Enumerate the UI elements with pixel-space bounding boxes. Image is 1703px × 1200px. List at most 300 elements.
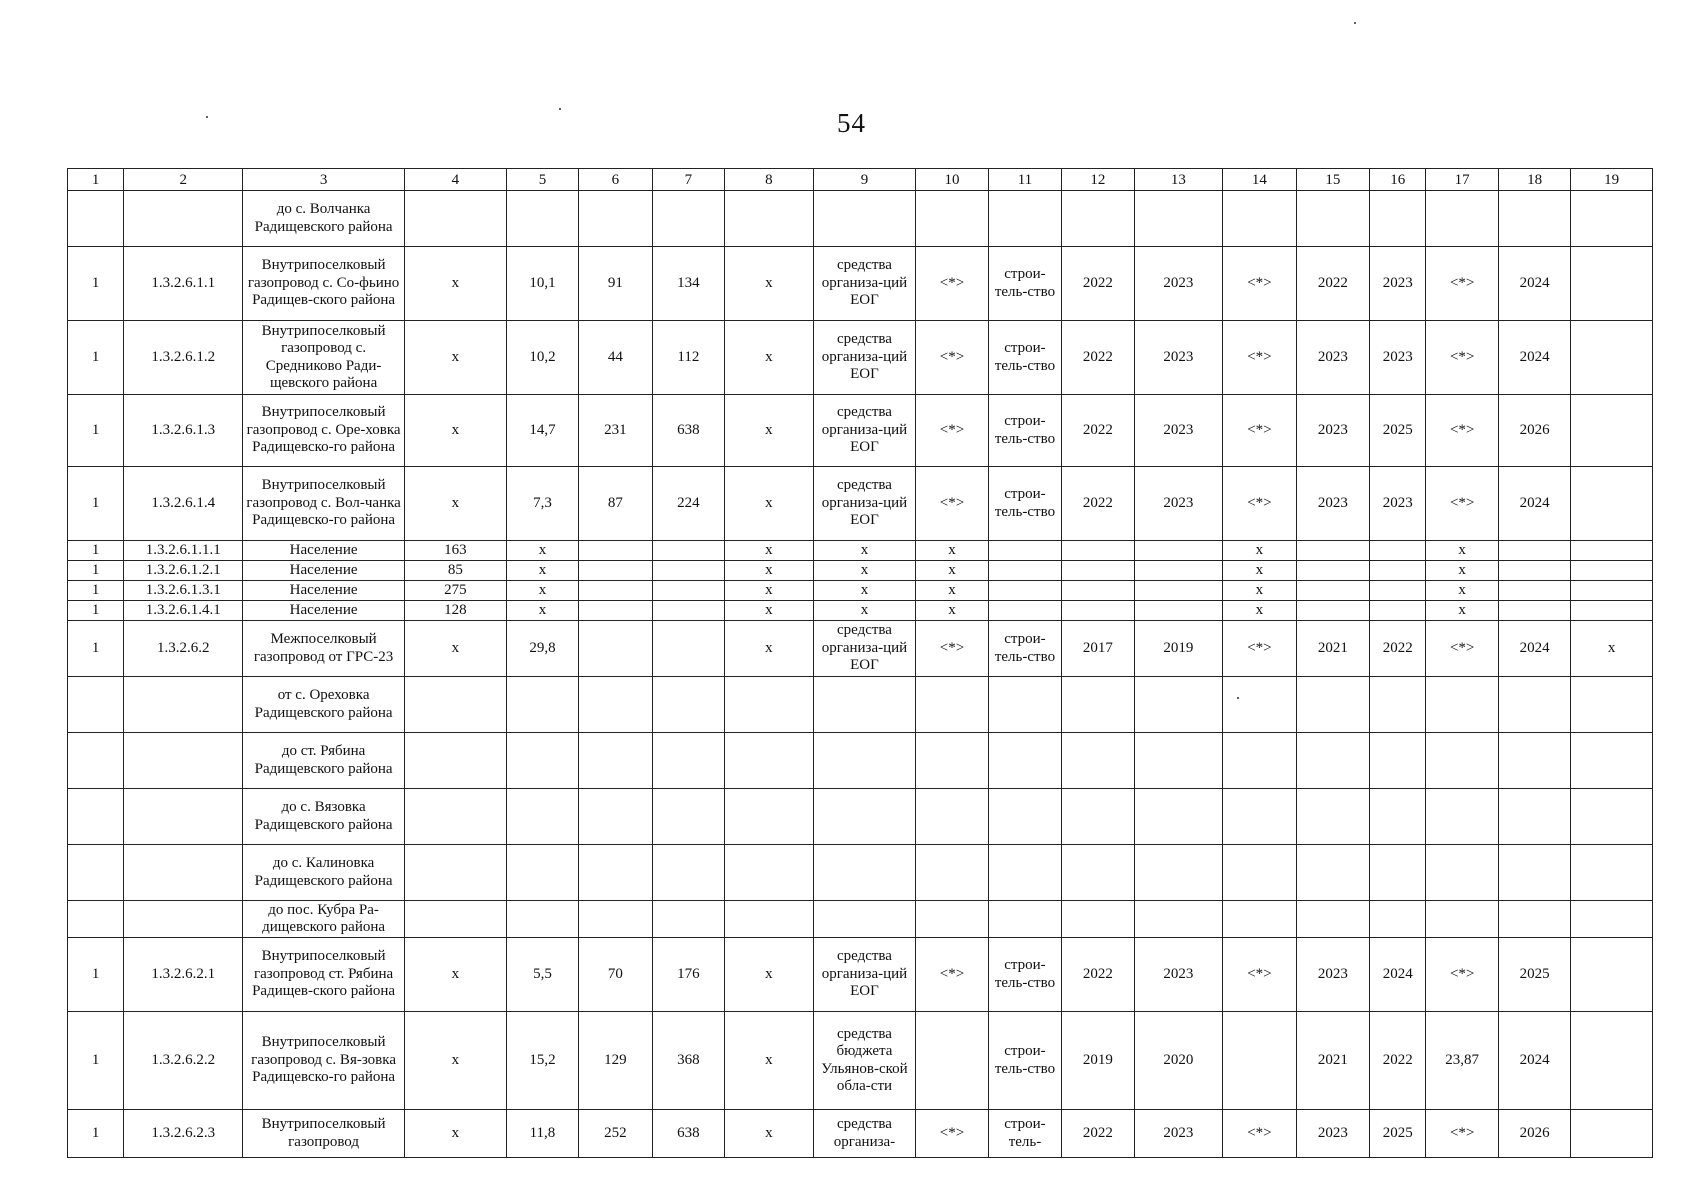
column-header: 2 xyxy=(124,169,243,191)
table-cell xyxy=(652,789,724,845)
table-cell xyxy=(1498,541,1570,561)
table-cell xyxy=(1370,581,1426,601)
table-cell xyxy=(652,621,724,677)
table-cell: строи-тель-ство xyxy=(988,1012,1061,1110)
table-cell: 2019 xyxy=(1062,1012,1134,1110)
column-header: 13 xyxy=(1134,169,1223,191)
table-cell xyxy=(1062,191,1134,247)
table-cell: <*> xyxy=(916,938,988,1012)
table-cell xyxy=(988,601,1061,621)
table-cell xyxy=(1223,789,1296,845)
table-cell: 10,1 xyxy=(506,247,578,321)
table-cell: <*> xyxy=(1426,321,1498,395)
table-row xyxy=(68,1012,1653,1110)
table-cell: 224 xyxy=(652,467,724,541)
table-cell: 638 xyxy=(652,395,724,467)
table-cell: 14,7 xyxy=(506,395,578,467)
table-cell: 1.3.2.6.2 xyxy=(124,621,243,677)
table-cell: x xyxy=(916,601,988,621)
table-cell: Население xyxy=(243,601,405,621)
table-cell xyxy=(1498,561,1570,581)
table-cell xyxy=(1296,561,1369,581)
table-cell: Внутрипоселковый газопровод с. Средниково Ради-щевского района xyxy=(243,321,405,395)
table-cell xyxy=(1370,541,1426,561)
table-cell: средства организа-ций ЕОГ xyxy=(813,395,916,467)
table-cell: 2026 xyxy=(1498,1110,1570,1158)
table-cell xyxy=(652,581,724,601)
table-cell: <*> xyxy=(916,395,988,467)
table-cell: x xyxy=(725,541,814,561)
table-cell: 87 xyxy=(579,467,652,541)
table-cell xyxy=(1370,561,1426,581)
table-cell: до пос. Кубра Ра-дищевского района xyxy=(243,901,405,938)
table-cell xyxy=(405,733,507,789)
table-cell xyxy=(579,191,652,247)
table-cell: Население xyxy=(243,561,405,581)
table-cell: x xyxy=(1426,581,1498,601)
table-cell xyxy=(124,733,243,789)
table-cell: 176 xyxy=(652,938,724,1012)
table-cell: строи-тель-ство xyxy=(988,938,1061,1012)
table-cell: 2024 xyxy=(1498,621,1570,677)
table-cell xyxy=(652,191,724,247)
table-cell xyxy=(1571,191,1653,247)
column-header: 10 xyxy=(916,169,988,191)
table-cell xyxy=(1062,733,1134,789)
table-cell: <*> xyxy=(1223,247,1296,321)
header-row xyxy=(68,169,1653,191)
table-cell: строи-тель- xyxy=(988,1110,1061,1158)
table-cell: 1 xyxy=(68,581,124,601)
table-cell xyxy=(1370,845,1426,901)
table-cell: x xyxy=(1571,621,1653,677)
column-header: 3 xyxy=(243,169,405,191)
table-row xyxy=(68,561,1653,581)
table-cell xyxy=(725,191,814,247)
table-cell xyxy=(1296,677,1369,733)
table-cell xyxy=(1062,845,1134,901)
table-cell: 2026 xyxy=(1498,395,1570,467)
table-cell xyxy=(652,677,724,733)
table-row xyxy=(68,581,1653,601)
table-cell: 368 xyxy=(652,1012,724,1110)
table-cell: 129 xyxy=(579,1012,652,1110)
table-row xyxy=(68,901,1653,938)
table-cell xyxy=(725,789,814,845)
table-cell xyxy=(988,789,1061,845)
table-cell xyxy=(1571,321,1653,395)
table-cell xyxy=(1134,901,1223,938)
table-cell: 1.3.2.6.1.3 xyxy=(124,395,243,467)
column-header: 6 xyxy=(579,169,652,191)
table-cell: 2024 xyxy=(1498,467,1570,541)
table-cell xyxy=(1498,845,1570,901)
table-cell xyxy=(1134,845,1223,901)
table-cell: 1 xyxy=(68,938,124,1012)
table-cell: x xyxy=(1426,601,1498,621)
table-cell: 1 xyxy=(68,601,124,621)
table-cell xyxy=(1498,733,1570,789)
table-cell xyxy=(1571,733,1653,789)
table-cell xyxy=(916,901,988,938)
table-cell: <*> xyxy=(916,247,988,321)
table-cell: 1.3.2.6.1.2 xyxy=(124,321,243,395)
table-cell xyxy=(1296,901,1369,938)
table-cell xyxy=(506,845,578,901)
table-cell: средства организа- xyxy=(813,1110,916,1158)
table-cell: 2022 xyxy=(1370,1012,1426,1110)
table-cell xyxy=(1571,677,1653,733)
table-cell: x xyxy=(813,541,916,561)
column-header: 16 xyxy=(1370,169,1426,191)
table-cell: 128 xyxy=(405,601,507,621)
table-cell xyxy=(1062,561,1134,581)
table-cell: <*> xyxy=(1223,321,1296,395)
table-cell: 2023 xyxy=(1134,938,1223,1012)
table-cell xyxy=(68,901,124,938)
table-cell xyxy=(124,191,243,247)
table-cell: 2024 xyxy=(1498,247,1570,321)
table-cell: 638 xyxy=(652,1110,724,1158)
table-cell xyxy=(579,677,652,733)
table-cell xyxy=(1370,733,1426,789)
table-cell: Внутрипоселковый газопровод с. Вол-чанка Радищевско-го района xyxy=(243,467,405,541)
table-cell: x xyxy=(1426,561,1498,581)
table-cell: 2025 xyxy=(1370,395,1426,467)
table-cell xyxy=(1062,789,1134,845)
table-cell: x xyxy=(725,561,814,581)
column-header: 17 xyxy=(1426,169,1498,191)
table-cell xyxy=(1426,191,1498,247)
table-cell xyxy=(1370,191,1426,247)
table-cell: x xyxy=(725,601,814,621)
table-cell: 2022 xyxy=(1062,395,1134,467)
table-row xyxy=(68,191,1653,247)
table-cell: 2019 xyxy=(1134,621,1223,677)
table-cell xyxy=(1571,467,1653,541)
table-cell xyxy=(579,561,652,581)
table-cell: 29,8 xyxy=(506,621,578,677)
table-cell xyxy=(988,677,1061,733)
table-cell xyxy=(1223,845,1296,901)
table-cell xyxy=(1134,789,1223,845)
table-cell xyxy=(988,191,1061,247)
table-cell xyxy=(1134,601,1223,621)
table-cell: 1.3.2.6.1.3.1 xyxy=(124,581,243,601)
table-cell xyxy=(1498,191,1570,247)
table-cell xyxy=(652,541,724,561)
table-cell: до с. Калиновка Радищевского района xyxy=(243,845,405,901)
table-cell: средства организа-ций ЕОГ xyxy=(813,467,916,541)
table-cell xyxy=(1296,733,1369,789)
table-cell: x xyxy=(506,561,578,581)
table-cell: Внутрипоселковый газопровод xyxy=(243,1110,405,1158)
table-cell: <*> xyxy=(1223,395,1296,467)
table-cell: 252 xyxy=(579,1110,652,1158)
table-cell xyxy=(506,677,578,733)
table-cell: 2021 xyxy=(1296,1012,1369,1110)
table-cell xyxy=(1062,541,1134,561)
table-cell: 1 xyxy=(68,621,124,677)
table-cell xyxy=(405,901,507,938)
table-cell: 275 xyxy=(405,581,507,601)
table-cell xyxy=(1571,247,1653,321)
table-cell xyxy=(652,901,724,938)
table-cell: x xyxy=(1426,541,1498,561)
table-cell xyxy=(1223,733,1296,789)
table-cell: x xyxy=(725,1012,814,1110)
table-cell xyxy=(916,1012,988,1110)
column-header: 11 xyxy=(988,169,1061,191)
column-header: 9 xyxy=(813,169,916,191)
table-cell xyxy=(1426,677,1498,733)
table-cell: x xyxy=(1223,581,1296,601)
table-cell xyxy=(579,845,652,901)
table-cell xyxy=(124,901,243,938)
table-row xyxy=(68,677,1653,733)
table-cell: <*> xyxy=(916,1110,988,1158)
table-cell xyxy=(1370,601,1426,621)
table-cell xyxy=(988,541,1061,561)
table-cell xyxy=(579,733,652,789)
table-cell xyxy=(813,845,916,901)
table-cell: 2023 xyxy=(1134,321,1223,395)
table-cell: 1.3.2.6.2.1 xyxy=(124,938,243,1012)
table-cell xyxy=(1426,733,1498,789)
table-cell: 2023 xyxy=(1370,467,1426,541)
table-cell xyxy=(813,191,916,247)
table-cell xyxy=(1223,191,1296,247)
table-cell xyxy=(1296,601,1369,621)
table-cell: 44 xyxy=(579,321,652,395)
table-cell xyxy=(1498,901,1570,938)
table-cell xyxy=(725,845,814,901)
table-cell: 2022 xyxy=(1062,321,1134,395)
table-cell xyxy=(579,901,652,938)
table-cell: 2023 xyxy=(1370,247,1426,321)
table-cell xyxy=(1296,541,1369,561)
table-cell: 231 xyxy=(579,395,652,467)
table-cell: 2024 xyxy=(1498,321,1570,395)
table-cell: x xyxy=(506,581,578,601)
table-cell: x xyxy=(405,321,507,395)
table-cell: 1 xyxy=(68,561,124,581)
table-cell: 2022 xyxy=(1062,1110,1134,1158)
table-cell: x xyxy=(916,581,988,601)
table-cell xyxy=(988,561,1061,581)
table-cell: 1 xyxy=(68,467,124,541)
column-header: 14 xyxy=(1223,169,1296,191)
table-cell: x xyxy=(405,938,507,1012)
table-cell: x xyxy=(405,395,507,467)
table-row xyxy=(68,845,1653,901)
table-cell: Внутрипоселковый газопровод с. Оре-ховка Радищевско-го района xyxy=(243,395,405,467)
table-cell xyxy=(1571,581,1653,601)
table-cell: 2022 xyxy=(1370,621,1426,677)
table-cell xyxy=(124,677,243,733)
table-row xyxy=(68,1110,1653,1158)
table-cell: Население xyxy=(243,541,405,561)
table-cell: <*> xyxy=(1426,1110,1498,1158)
table-row xyxy=(68,247,1653,321)
table-cell: до с. Волчанка Радищевского района xyxy=(243,191,405,247)
table-cell xyxy=(1134,677,1223,733)
table-cell xyxy=(1062,901,1134,938)
table-cell: средства организа-ций ЕОГ xyxy=(813,621,916,677)
table-cell: Межпоселковый газопровод от ГРС-23 xyxy=(243,621,405,677)
table-cell: 2023 xyxy=(1296,321,1369,395)
table-row xyxy=(68,789,1653,845)
column-header: 8 xyxy=(725,169,814,191)
table-cell xyxy=(1571,1110,1653,1158)
table-cell xyxy=(1223,1012,1296,1110)
scan-speck xyxy=(1354,22,1356,24)
table-cell: 1 xyxy=(68,1110,124,1158)
table-cell: 2023 xyxy=(1296,467,1369,541)
column-header: 7 xyxy=(652,169,724,191)
table-cell xyxy=(1062,581,1134,601)
table-cell xyxy=(652,601,724,621)
table-cell: 2022 xyxy=(1062,247,1134,321)
table-cell xyxy=(916,845,988,901)
table-cell xyxy=(1223,677,1296,733)
table-cell: <*> xyxy=(1426,621,1498,677)
table-cell xyxy=(1571,1012,1653,1110)
table-row xyxy=(68,733,1653,789)
table-cell: 2022 xyxy=(1296,247,1369,321)
table-cell xyxy=(1134,191,1223,247)
table-cell: средства бюджета Ульянов-ской обла-сти xyxy=(813,1012,916,1110)
table-cell xyxy=(579,581,652,601)
table-cell xyxy=(652,845,724,901)
table-cell xyxy=(1571,601,1653,621)
table-cell: 11,8 xyxy=(506,1110,578,1158)
table-cell xyxy=(506,789,578,845)
table-cell xyxy=(652,561,724,581)
table-cell: 2025 xyxy=(1498,938,1570,1012)
table-cell: <*> xyxy=(1426,247,1498,321)
table-cell: 15,2 xyxy=(506,1012,578,1110)
table-cell: 2022 xyxy=(1062,938,1134,1012)
table-cell: 2021 xyxy=(1296,621,1369,677)
table-cell: 85 xyxy=(405,561,507,581)
table-cell: 1 xyxy=(68,395,124,467)
table-cell xyxy=(405,789,507,845)
table-cell xyxy=(813,677,916,733)
table-cell: 2025 xyxy=(1370,1110,1426,1158)
table-cell: строи-тель-ство xyxy=(988,621,1061,677)
table-cell xyxy=(506,191,578,247)
table-cell: x xyxy=(1223,561,1296,581)
column-header: 5 xyxy=(506,169,578,191)
table-cell: <*> xyxy=(1426,938,1498,1012)
table-cell xyxy=(68,677,124,733)
table-cell xyxy=(988,845,1061,901)
table-cell xyxy=(725,733,814,789)
table-cell xyxy=(1498,581,1570,601)
table-cell: x xyxy=(813,561,916,581)
column-header: 1 xyxy=(68,169,124,191)
table-cell: 7,3 xyxy=(506,467,578,541)
table-cell: 1.3.2.6.1.2.1 xyxy=(124,561,243,581)
table-row xyxy=(68,541,1653,561)
table-cell: 70 xyxy=(579,938,652,1012)
table-cell: 1 xyxy=(68,247,124,321)
table-cell: до ст. Рябина Радищевского района xyxy=(243,733,405,789)
column-header: 15 xyxy=(1296,169,1369,191)
table-cell: x xyxy=(405,1110,507,1158)
table-cell xyxy=(68,789,124,845)
table-cell: 2024 xyxy=(1498,1012,1570,1110)
table-cell: строи-тель-ство xyxy=(988,247,1061,321)
table-cell: от с. Ореховка Радищевского района xyxy=(243,677,405,733)
table-cell xyxy=(813,901,916,938)
table-cell: средства организа-ций ЕОГ xyxy=(813,247,916,321)
table-cell: строи-тель-ство xyxy=(988,321,1061,395)
table-cell xyxy=(916,733,988,789)
table-cell xyxy=(988,581,1061,601)
table-row xyxy=(68,467,1653,541)
table-cell: 2023 xyxy=(1134,395,1223,467)
table-cell: 2020 xyxy=(1134,1012,1223,1110)
table-cell: <*> xyxy=(916,621,988,677)
table-cell: 2023 xyxy=(1134,247,1223,321)
table-cell: 1.3.2.6.2.2 xyxy=(124,1012,243,1110)
table-cell: x xyxy=(813,601,916,621)
scan-speck xyxy=(206,116,208,118)
table-cell: x xyxy=(916,541,988,561)
table-cell: x xyxy=(725,1110,814,1158)
table-cell: 1.3.2.6.1.4 xyxy=(124,467,243,541)
table-cell xyxy=(1296,789,1369,845)
data-table xyxy=(67,168,1653,1158)
table-cell xyxy=(1498,677,1570,733)
table-cell: Внутрипоселковый газопровод ст. Рябина Радищев-ского района xyxy=(243,938,405,1012)
table-cell xyxy=(916,789,988,845)
table-cell: <*> xyxy=(1426,395,1498,467)
table-cell: x xyxy=(725,621,814,677)
table-row xyxy=(68,395,1653,467)
table-cell: 91 xyxy=(579,247,652,321)
table-cell xyxy=(68,191,124,247)
table-cell: x xyxy=(725,467,814,541)
table-cell xyxy=(1571,789,1653,845)
table-cell: до с. Вязовка Радищевского района xyxy=(243,789,405,845)
table-cell: 2023 xyxy=(1370,321,1426,395)
table-cell: 2023 xyxy=(1134,467,1223,541)
table-cell xyxy=(1062,677,1134,733)
table-cell: <*> xyxy=(1426,467,1498,541)
table-cell xyxy=(579,601,652,621)
table-cell: 1.3.2.6.2.3 xyxy=(124,1110,243,1158)
table-cell xyxy=(1134,541,1223,561)
table-cell xyxy=(1498,601,1570,621)
table-cell: Население xyxy=(243,581,405,601)
table-cell: <*> xyxy=(916,321,988,395)
table-cell xyxy=(1296,845,1369,901)
table-cell xyxy=(579,621,652,677)
table-cell: x xyxy=(405,1012,507,1110)
table-cell xyxy=(1426,901,1498,938)
table-cell xyxy=(506,733,578,789)
table-cell: 1 xyxy=(68,1012,124,1110)
table-cell xyxy=(1062,601,1134,621)
table-cell: x xyxy=(1223,601,1296,621)
table-cell: 2023 xyxy=(1134,1110,1223,1158)
table-cell xyxy=(1571,845,1653,901)
table-cell: Внутрипоселковый газопровод с. Со-фьино Радищев-ского района xyxy=(243,247,405,321)
table-cell: x xyxy=(725,938,814,1012)
